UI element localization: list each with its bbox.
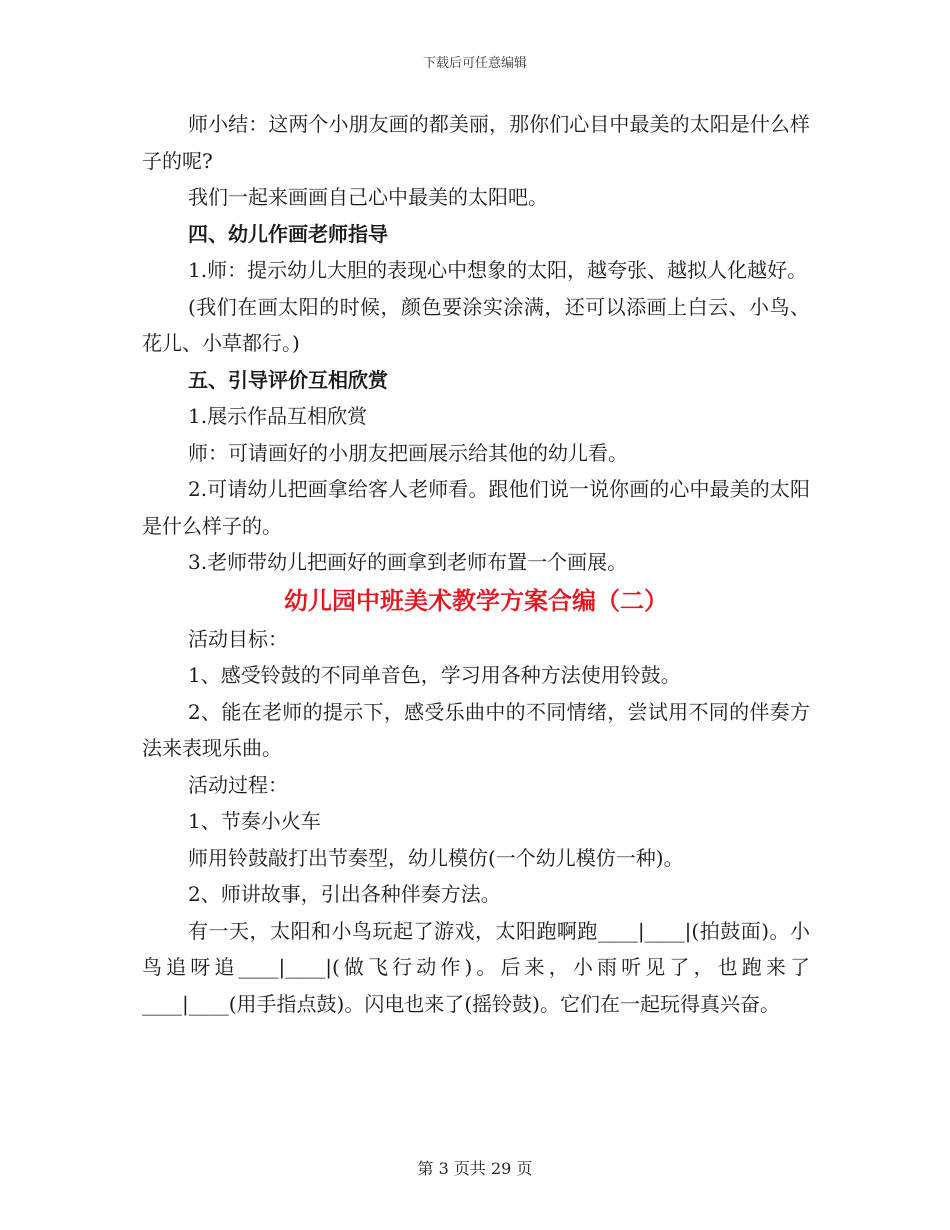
paragraph: 1、感受铃鼓的不同单音色，学习用各种方法使用铃鼓。 [188,663,681,687]
paragraph: 师用铃鼓敲打出节奏型，幼儿模仿(一个幼儿模仿一种)。 [188,845,684,870]
document-body [142,106,810,1022]
paragraph: 2、能在老师的提示下，感受乐曲中的不同情绪，尝试用不同的伴奏方法来表现乐曲。 [142,699,810,760]
paragraph: 2、师讲故事，引出各种伴奏方法。 [188,882,501,906]
section-heading: 四、幼儿作画老师指导 [188,221,388,246]
paragraph: 3.老师带幼儿把画好的画拿到老师布置一个画展。 [188,550,628,574]
paragraph: (我们在画太阳的时候，颜色要涂实涂满，还可以添画上白云、小鸟、花儿、小草都行。) [142,294,810,355]
page-footer: 第 3 页共 29 页 [417,1159,533,1178]
page-header: 下载后可任意编辑 [422,56,527,71]
paragraph: 1.展示作品互相欣赏 [188,404,368,428]
paragraph: 师小结：这两个小朋友画的都美丽，那你们心目中最美的太阳是什么样子的呢? [142,112,810,173]
paragraph: 有一天，太阳和小鸟玩起了游戏，太阳跑啊跑____|____|(拍鼓面)。小鸟追呀追____|____|(做飞行动作)。后来，小雨听见了，也跑来了____|____(用手指点鼓)。闪电也来了(摇铃鼓)。它们在一起玩得真兴奋。 [142,918,810,1016]
paragraph: 2.可请幼儿把画拿给客人老师看。跟他们说一说你画的心中最美的太阳是什么样子的。 [142,477,810,538]
paragraph: 活动过程： [188,772,288,797]
paragraph: 活动目标： [188,626,288,651]
paragraph: 师：可请画好的小朋友把画展示给其他的幼儿看。 [188,440,628,465]
section-heading: 五、引导评价互相欣赏 [188,367,388,392]
paragraph: 1.师：提示幼儿大胆的表现心中想象的太阳，越夸张、越拟人化越好。 [188,258,808,282]
paragraph: 我们一起来画画自己心中最美的太阳吧。 [188,185,548,209]
paragraph: 1、节奏小火车 [188,809,321,833]
section-title: 幼儿园中班美术教学方案合编（二） [284,585,668,615]
